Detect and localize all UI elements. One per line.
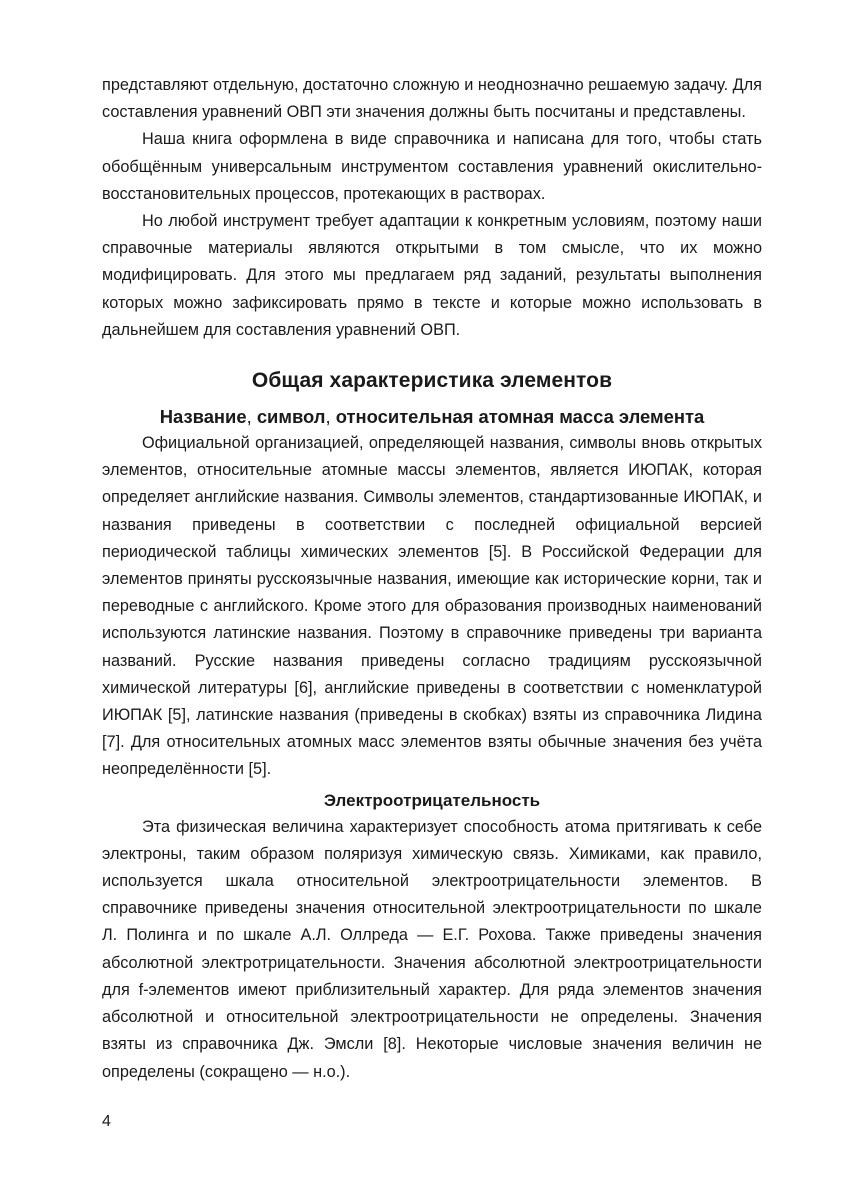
subsection-title-part-symbol: символ [256,406,326,428]
subsection-title-electronegativity: Электроотрицательность [323,790,541,810]
subsection-title-part-name: Название [159,406,247,428]
page-content [102,72,762,1086]
intro-paragraph-2: Наша книга оформлена в виде справочника и написана для того, чтобы стать обобщённым универсальным инструментом составления уравнений окислительно-восстановительных процессов, протекающих в растворах. [102,130,762,203]
page-number: 4 [102,1113,111,1130]
subsection-title-name-symbol-mass [102,404,762,430]
subsection-title-part-mass: относительная атомная масса элемента [335,406,705,428]
subsection-title-separator: , [325,406,336,428]
section-title: Общая характеристика элементов [251,369,613,393]
intro-paragraph-1: представляют отдельную, достаточно сложную и неоднозначно решаемую задачу. Для составления уравнений ОВП эти значения должны быть посчитаны и представлены. [102,76,762,122]
subsection-title-separator: , [246,406,257,428]
names-paragraph: Официальной организацией, определяющей названия, символы вновь открытых элементов, относительные атомные массы элементов, является ИЮПАК, которая определяет английские названия. Символы элементов, стандартизованные ИЮПАК, и названия приведены в соответствии с последней официальной версией периодической таблицы химических элементов [5]. В Российской Федерации для элементов приняты русскоязычные названия, имеющие как исторические корни, так и переводные с английского. Кроме этого для образования производных наименований используются латинские названия. Поэтому в справочнике приведены три варианта названий. Русские названия приведены согласно традициям русскоязычной химической литературы [6], английские приведены в соответствии с номенклатурой ИЮПАК [5], латинские названия (приведены в скобках) взяты из справочника Лидина [7]. Для относительных атомных масс элементов взяты обычные значения без учёта неопределённости [5]. [102,434,762,779]
intro-paragraph-3: Но любой инструмент требует адаптации к конкретным условиям, поэтому наши справочные материалы являются открытыми в том смысле, что их можно модифицировать. Для этого мы предлагаем ряд заданий, результаты выполнения которых можно зафиксировать прямо в тексте и которые можно использовать в дальнейшем для составления уравнений ОВП. [102,212,762,339]
electronegativity-paragraph: Эта физическая величина характеризует способность атома притягивать к себе электроны, таким образом поляризуя химическую связь. Химиками, как правило, используется шкала относительной электроотрицательности элементов. В справочнике приведены значения относительной электроотрицательности по шкале Л. Полинга и по шкале А.Л. Оллреда — Е.Г. Рохова. Также приведены значения абсолютной электротрицательности. Значения абсолютной электроотрицательности для f-элементов имеют приблизительный характер. Для ряда элементов значения абсолютной и относительной электроотрицательности не определены. Значения взяты из справочника Дж. Эмсли [8]. Некоторые числовые значения величин не определены (сокращено — н.о.). [102,817,762,1081]
